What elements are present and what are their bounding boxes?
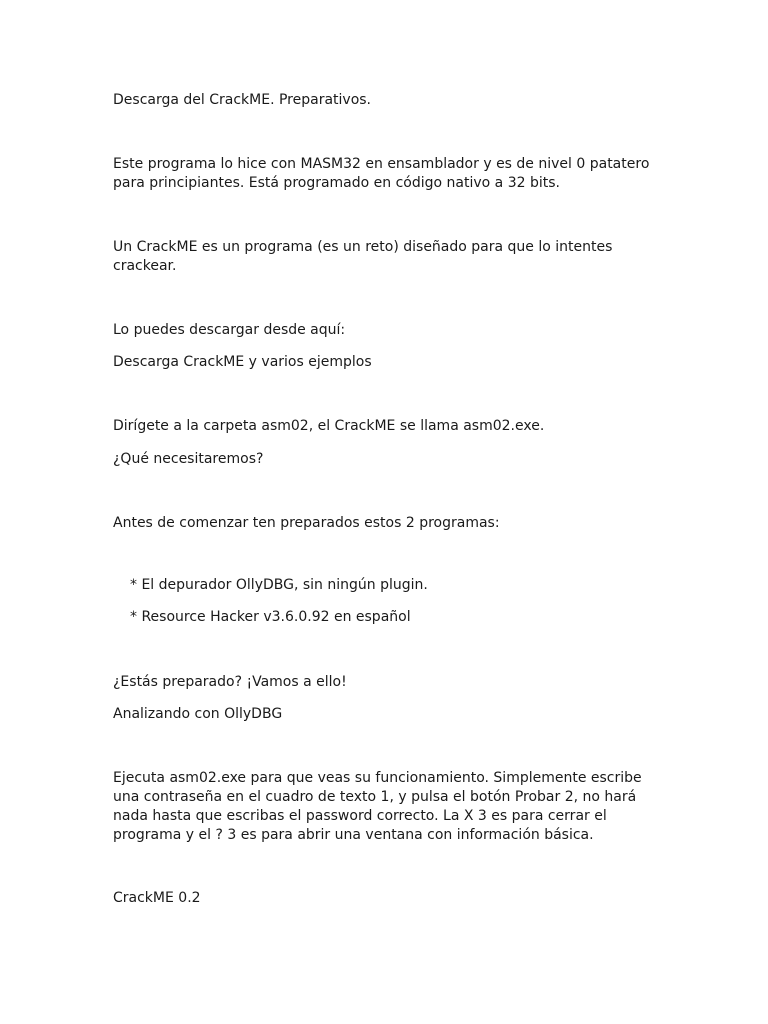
prep-intro: Antes de comenzar ten preparados estos 2 programas: [113, 515, 500, 531]
instructions-paragraph: Ejecuta asm02.exe para que veas su funcionamiento. Simplemente escribe una contraseña en el cuadro de texto 1, y pulsa el botón Probar 2, no hará nada hasta que escribas el password correcto. La X 3 es para cerrar el programa y el ? 3 es para abrir una ventana con información básica. [113, 770, 642, 843]
figure-caption: CrackME 0.2 [113, 890, 201, 906]
intro-paragraph: Este programa lo hice con MASM32 en ensamblador y es de nivel 0 patatero para principiantes. Está programado en código nativo a 32 bits. [113, 156, 650, 191]
folder-note: Dirígete a la carpeta asm02, el CrackME se llama asm02.exe. [113, 418, 545, 434]
question-text: ¿Qué necesitaremos? [113, 451, 264, 467]
section-title: Analizando con OllyDBG [113, 706, 283, 722]
tool-item-ollydbg: * El depurador OllyDBG, sin ningún plugin. [130, 577, 428, 593]
ready-text: ¿Estás preparado? ¡Vamos a ello! [113, 674, 347, 690]
download-link[interactable]: Descarga CrackME y varios ejemplos [113, 354, 372, 370]
download-prompt: Lo puedes descargar desde aquí: [113, 322, 346, 338]
tool-item-resource-hacker: * Resource Hacker v3.6.0.92 en español [130, 609, 411, 625]
definition-paragraph: Un CrackME es un programa (es un reto) diseñado para que lo intentes crackear. [113, 239, 613, 274]
document-heading: Descarga del CrackME. Preparativos. [113, 92, 372, 108]
